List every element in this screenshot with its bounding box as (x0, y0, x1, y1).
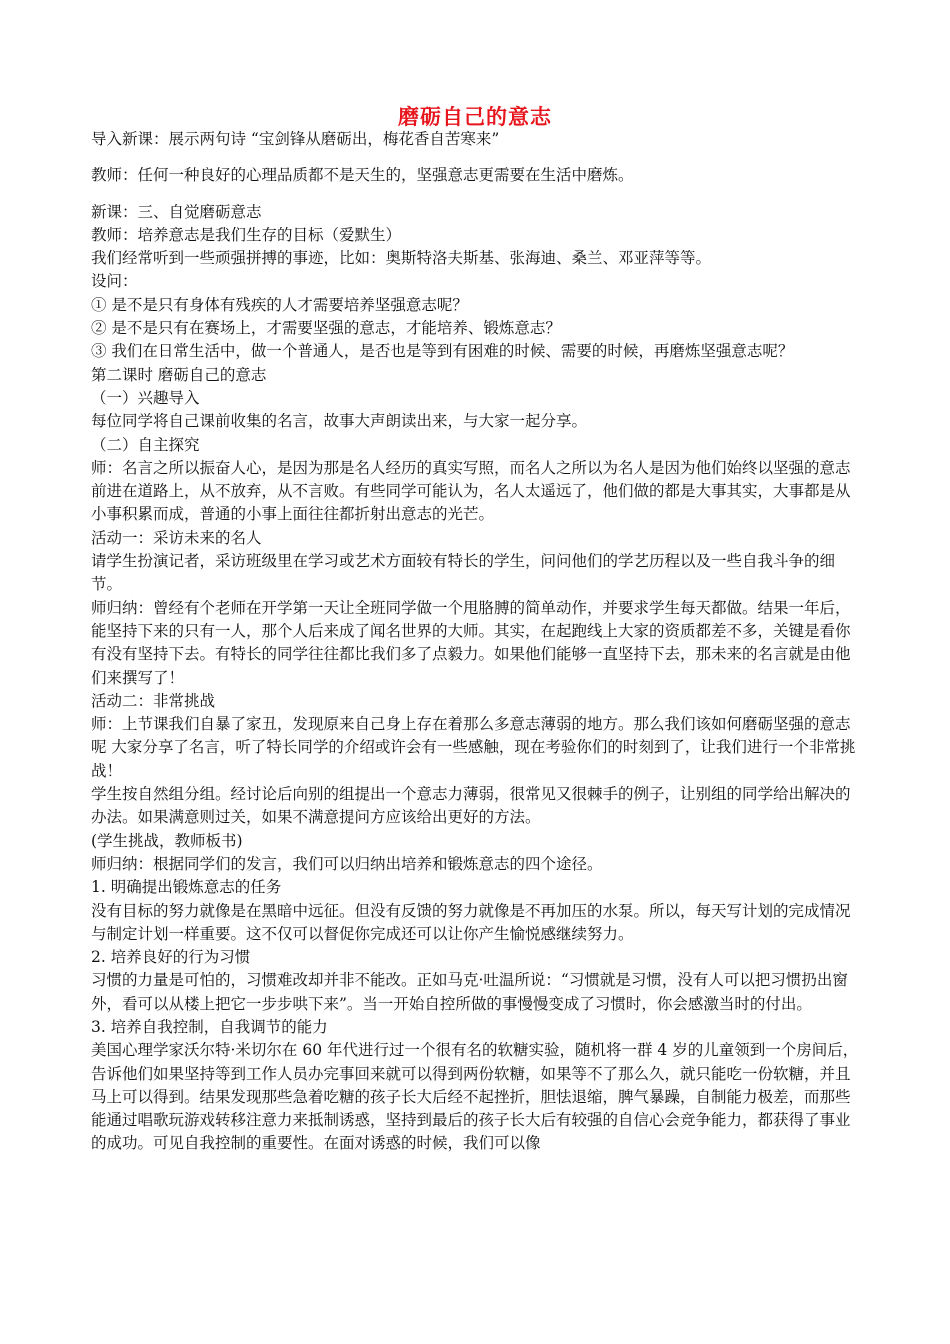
paragraph-share: 每位同学将自己课前收集的名言，故事大声朗读出来，与大家一起分享。 (91, 412, 588, 431)
paragraph-intro: 导入新课：展示两句诗 “宝剑锋从磨砺出，梅花香自苦寒来” (91, 130, 500, 148)
paragraph-second-lesson: 第二课时 磨砺自己的意志 (91, 365, 267, 384)
paragraph-new-lesson: 新课：三、自觉磨砺意志 (91, 202, 262, 221)
paragraph-summary-1: 师归纳：曾经有个老师在开学第一天让全班同学做一个甩胳膊的简单动作，并要求学生每天都做。结果一年后，能坚持下来的只有一人，那个人后来成了闻名世界的大师。其实，在起跑线上大家的资质都差不多，关键是看你有没有坚持下去。有特长的同学往往都比我们多了点毅力。如果他们能够一直坚持下去，那未来的名言就是由他们来撰写了！ (91, 598, 851, 687)
paragraph-point-1: 1. 明确提出锻炼意志的任务 (91, 878, 282, 897)
paragraph-teacher-2: 教师：培养意志是我们生存的目标（爱默生） (91, 225, 402, 244)
paragraph-question-3: ③ 我们在日常生活中，做一个普通人，是否也是等到有困难的时候、需要的时候，再磨炼坚强意志呢？ (91, 342, 794, 361)
paragraph-interview: 请学生扮演记者，采访班级里在学习或艺术方面较有特长的学生，问问他们的学艺历程以及一些自我斗争的细节。 (91, 552, 836, 594)
paragraph-point-2: 2. 培养良好的行为习惯 (91, 948, 251, 967)
paragraph-point-3: 3. 培养自我控制，自我调节的能力 (91, 1017, 328, 1036)
document-title: 磨砺自己的意志 (398, 105, 552, 129)
paragraph-point-2-body: 习惯的力量是可怕的，习惯难改却并非不能改。正如马克·吐温所说：“习惯就是习惯，没有人可以把习惯扔出窗外，看可以从楼上把它一步步哄下来”。当一开始自控所做的事慢慢变成了习惯时，你会感激当时的付出。 (91, 971, 848, 1013)
paragraph-point-1-body: 没有目标的努力就像是在黑暗中远征。但没有反馈的努力就像是不再加压的水泵。所以，每天写计划的完成情况与制定计划一样重要。这不仅可以督促你完成还可以让你产生愉悦感继续努力。 (91, 901, 851, 943)
paragraph-activity-2: 活动二：非常挑战 (91, 691, 216, 710)
paragraph-examples: 我们经常听到一些顽强拼搏的事迹，比如：奥斯特洛夫斯基、张海迪、桑兰、邓亚萍等等。 (91, 249, 712, 268)
paragraph-group-work: 学生按自然组分组。经讨论后向别的组提出一个意志力薄弱，很常见又很棘手的例子，让别组的同学给出解决的办法。如果满意则过关，如果不满意提问方应该给出更好的方法。 (91, 785, 851, 827)
paragraph-point-3-body: 美国心理学家沃尔特·米切尔在 60 年代进行过一个很有名的软糖实验，随机将一群 4 岁的儿童领到一个房间后，告诉他们如果坚持等到工作人员办完事回来就可以得到两份软糖，如果等不了那么久，就只能吃一份软糖，并且马上可以得到。结果发现那些急着吃糖的孩子长大后经不起挫折，胆怯退缩，脾气暴躁，自制能力极差，而那些能通过唱歌玩游戏转移注意力来抵制诱惑，坚持到最后的孩子长大后有较强的自信心会竞争能力，都获得了事业的成功。可见自我控制的重要性。在面对诱惑的时候，我们可以像 (91, 1041, 859, 1153)
paragraph-summary-2: 师归纳：根据同学们的发言，我们可以归纳出培养和锻炼意志的四个途径。 (91, 854, 603, 873)
paragraph-teacher-4: 师：上节课我们自暴了家丑，发现原来自己身上存在着那么多意志薄弱的地方。那么我们该如何磨砺坚强的意志呢 大家分享了名言，听了特长同学的介绍或许会有一些感触，现在考验你们的时刻到了，让我们进行一个非常挑战！ (91, 715, 856, 780)
paragraph-teacher-3: 师：名言之所以振奋人心，是因为那是名人经历的真实写照，而名人之所以为名人是因为他们始终以坚强的意志前进在道路上，从不放弃，从不言败。有些同学可能认为，名人太遥远了，他们做的都是大事其实，大事都是从小事积累而成，普通的小事上面往往都折射出意志的光芒。 (91, 458, 851, 524)
paragraph-question-label: 设问： (91, 272, 138, 291)
paragraph-question-2: ② 是不是只有在赛场上，才需要坚强的意志，才能培养、锻炼意志？ (91, 319, 561, 338)
paragraph-section-1: （一）兴趣导入 (91, 388, 200, 407)
paragraph-activity-1: 活动一：采访未来的名人 (91, 528, 262, 547)
paragraph-section-2: （二）自主探究 (91, 435, 200, 454)
paragraph-question-1: ① 是不是只有身体有残疾的人才需要培养坚强意志呢？ (91, 295, 468, 314)
paragraph-teacher-1: 教师：任何一种良好的心理品质都不是天生的，坚强意志更需要在生活中磨炼。 (91, 166, 634, 185)
document-body (91, 128, 861, 1156)
paragraph-board-note: (学生挑战，教师板书) (91, 831, 243, 850)
